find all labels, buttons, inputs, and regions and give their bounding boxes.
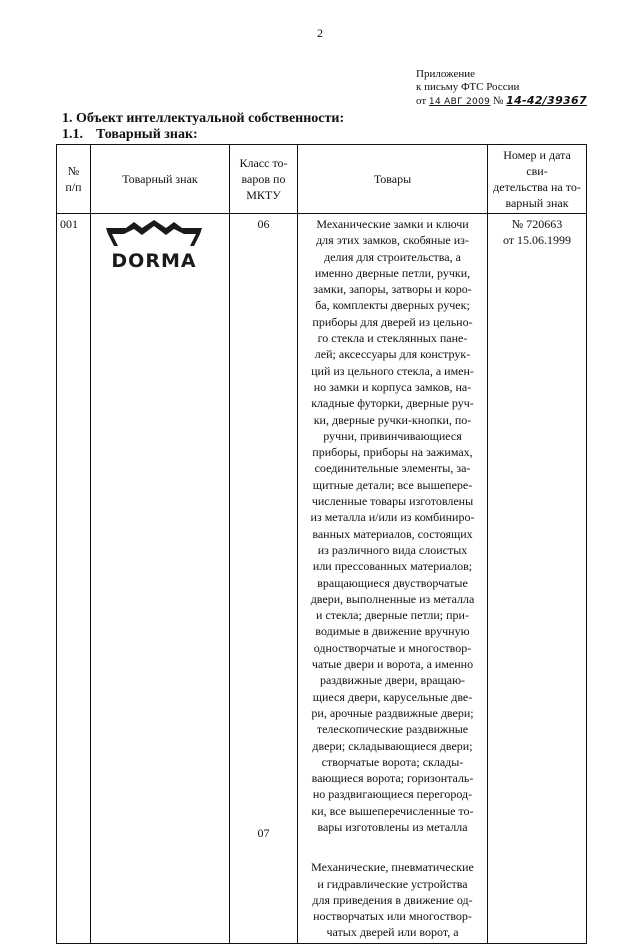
goods-line: но замки и корпуса замков, на- <box>313 379 472 394</box>
goods-line: Механические замки и ключи <box>316 217 469 231</box>
goods-line: но раздвигающиеся перегород- <box>312 787 473 802</box>
appendix-line1: Приложение <box>416 68 476 80</box>
goods-line: вращающиеся двустворчатые <box>317 575 468 590</box>
header-trademark <box>91 145 230 214</box>
row-number: 001 <box>57 214 91 944</box>
subsection-label: Товарный знак: <box>96 127 198 142</box>
goods-line: чатых дверей или ворот, а <box>326 925 459 940</box>
goods-line: и стекла; дверные петли; при- <box>316 608 469 623</box>
goods-line: ручни, привинчивающиеся <box>323 428 462 443</box>
appendix-number-sign: № <box>492 95 504 107</box>
dorma-logo <box>104 220 204 272</box>
goods-line: вающиеся ворота; горизонталь- <box>311 771 474 786</box>
header-trademark-line: Товарный знак <box>122 172 198 186</box>
trademark-table <box>56 144 587 944</box>
appendix-block <box>416 68 587 109</box>
header-goods <box>298 145 488 214</box>
goods-line: Механические, пневматические <box>311 860 474 875</box>
goods-line: из металла и/или из комбиниро- <box>310 510 475 525</box>
goods-line: для приведения в движение од- <box>312 892 473 907</box>
class-value-07: 07 <box>257 826 270 841</box>
class-cell <box>230 214 298 944</box>
appendix-date-stamp: 14 АВГ 2009 <box>428 97 491 107</box>
page-number: 2 <box>317 26 323 40</box>
goods-line: замки, запоры, затворы и коро- <box>313 282 472 297</box>
goods-line: приборы для дверей из цельно- <box>312 314 473 329</box>
goods-line: ба, комплекты дверных ручек; <box>315 298 470 313</box>
appendix-from-label: от <box>416 95 427 107</box>
goods-line: ций из цельного стекла, а имен- <box>311 363 474 378</box>
goods-line: для этих замков, скобяные из- <box>316 233 469 248</box>
goods-line: ри, арочные раздвижные двери; <box>311 705 474 720</box>
goods-list-class-07 <box>301 859 484 940</box>
goods-list-class-06 <box>301 216 484 835</box>
dorma-logo-text: DORMA <box>111 250 197 272</box>
header-num-line: № <box>67 164 80 178</box>
section-title: 1. Объект интеллектуальной собственности: <box>62 111 345 126</box>
appendix-line3 <box>416 94 587 109</box>
goods-line: го стекла и стеклянных пане- <box>317 331 468 346</box>
goods-line: чатые двери и ворота, а именно <box>311 657 474 672</box>
class-value-06: 06 <box>257 217 270 231</box>
header-certificate <box>488 145 587 214</box>
header-cert-line: Номер и дата сви- <box>503 148 571 178</box>
goods-line: двери, выполненные из металла <box>310 591 475 606</box>
goods-line: ки, все вышеперечисленные то- <box>311 803 474 818</box>
header-num-line: п/п <box>65 180 82 194</box>
goods-line: телескопические раздвижные <box>316 722 469 737</box>
header-cert-line: варный знак <box>505 196 569 210</box>
goods-line: ностворчатых или многоствор- <box>313 909 472 924</box>
goods-line: раздвижные двери, вращаю- <box>319 673 466 688</box>
goods-line: ки, дверные ручки-кнопки, по- <box>313 412 472 427</box>
goods-line: численные товары изготовлены <box>311 494 474 509</box>
header-goods-line: Товары <box>373 172 412 186</box>
goods-line: вары изготовлены из металла <box>317 819 468 834</box>
dorma-crown-icon <box>106 220 202 246</box>
goods-line: именно дверные петли, ручки, <box>314 265 471 280</box>
goods-line: и гидравлические устройства <box>317 876 468 891</box>
goods-line: ванных материалов, состоящих <box>312 526 473 541</box>
goods-line: из различного вида слоистых <box>317 542 468 557</box>
header-cert-line: детельства на то- <box>493 180 581 194</box>
goods-line: щитные детали; все вышепере- <box>312 477 473 492</box>
header-class-line: Класс то- <box>239 156 288 170</box>
header-num <box>57 145 91 214</box>
goods-line: соединительные элементы, за- <box>314 461 471 476</box>
goods-line: делия для строительства, а <box>324 249 461 264</box>
goods-line: щиеся двери, карусельные две- <box>312 689 473 704</box>
subsection-title <box>62 127 198 143</box>
appendix-number-handwritten: 14-42/39367 <box>506 94 587 107</box>
certificate-cell <box>488 214 587 944</box>
header-class-line: МКТУ <box>246 188 281 202</box>
goods-line: створчатые ворота; склады- <box>321 754 464 769</box>
header-class <box>230 145 298 214</box>
goods-line: кладные футорки, дверные руч- <box>311 396 474 411</box>
goods-gap <box>301 835 484 859</box>
appendix-line2: к письму ФТС России <box>416 81 520 93</box>
goods-line: водимые в движение вручную <box>315 624 470 639</box>
goods-cell <box>298 214 488 944</box>
goods-line: двери; складывающиеся двери; <box>312 738 473 753</box>
table-row <box>57 214 587 944</box>
certificate-date: от 15.06.1999 <box>502 233 572 248</box>
goods-line: приборы, приборы на зажимах, <box>312 445 473 460</box>
goods-line: одностворчатые и многоствор- <box>313 640 472 655</box>
goods-line: или прессованных материалов; <box>312 559 473 574</box>
table-header-row <box>57 145 587 214</box>
certificate-number: № 720663 <box>511 217 563 231</box>
goods-line: лей; аксессуары для конструк- <box>314 347 471 362</box>
header-class-line: варов по <box>241 172 286 186</box>
trademark-cell <box>91 214 230 944</box>
subsection-number: 1.1. <box>62 127 83 142</box>
